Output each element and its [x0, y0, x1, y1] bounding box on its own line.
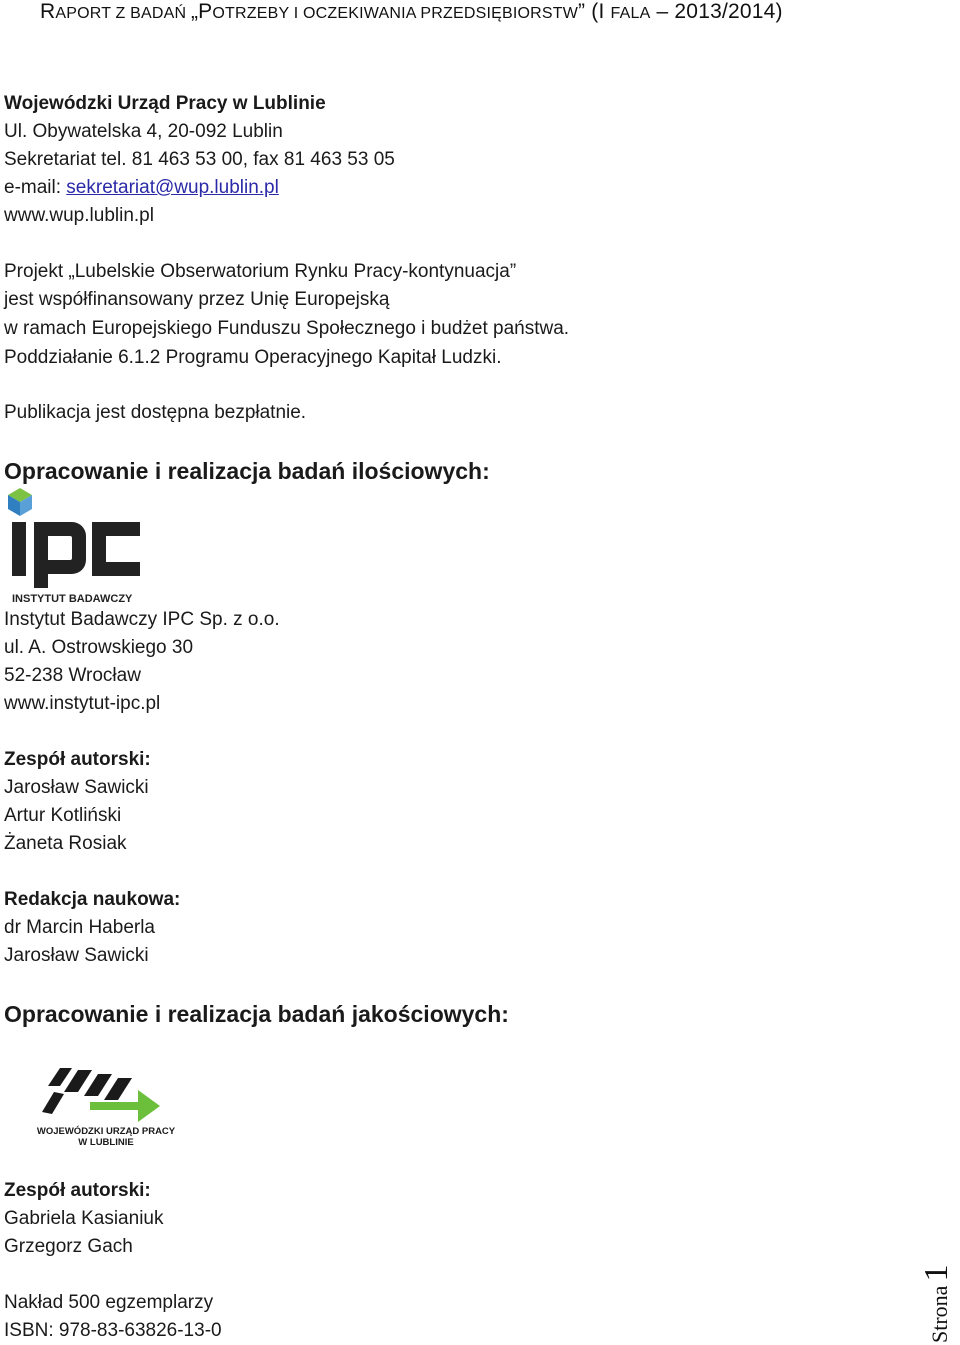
- header-text: FALA: [610, 5, 651, 22]
- wup-logo-line-2: W LUBLINIE: [78, 1137, 134, 1148]
- project-line-3: w ramach Europejskiego Funduszu Społecznego i budżet państwa.: [4, 318, 570, 339]
- editor-member: dr Marcin Haberla: [4, 917, 155, 938]
- project-line-2: jest współfinansowany przez Unię Europejską: [4, 289, 390, 310]
- quant-team-heading: Zespół autorski:: [4, 749, 151, 770]
- quant-team-member: Żaneta Rosiak: [4, 833, 127, 854]
- print-copies: Nakład 500 egzemplarzy: [4, 1292, 214, 1313]
- wup-logo-line-1: WOJEWÓDZKI URZĄD PRACY: [36, 1126, 176, 1137]
- quant-team-member: Artur Kotliński: [4, 805, 122, 826]
- publisher-email-line: [4, 174, 279, 202]
- qual-team-member: Grzegorz Gach: [4, 1236, 133, 1257]
- header-text: „: [190, 0, 199, 23]
- quant-heading: Opracowanie i realizacja badań ilościowych:: [4, 458, 490, 484]
- qual-heading: Opracowanie i realizacja badań jakościowych:: [4, 1001, 509, 1027]
- header-text: (I: [585, 0, 611, 23]
- editor-heading: Redakcja naukowa:: [4, 889, 181, 910]
- ipc-org-name: Instytut Badawczy IPC Sp. z o.o.: [4, 609, 280, 630]
- quant-team-member: Jarosław Sawicki: [4, 777, 149, 798]
- wup-logo: [34, 1062, 178, 1148]
- project-line-4: Poddziałanie 6.1.2 Programu Operacyjnego Kapitał Ludzki.: [4, 347, 502, 368]
- header-text: P: [198, 0, 213, 23]
- page-number: 1: [918, 1264, 955, 1282]
- qual-team-heading: Zespół autorski:: [4, 1180, 151, 1201]
- header-text: APORT Z BADAŃ: [55, 5, 191, 22]
- page-label: Strona: [927, 1285, 952, 1343]
- publisher-name: Wojewódzki Urząd Pracy w Lublinie: [4, 93, 326, 114]
- ipc-www: www.instytut-ipc.pl: [4, 693, 161, 714]
- publisher-address: Ul. Obywatelska 4, 20-092 Lublin: [4, 121, 283, 142]
- ipc-logo-subtitle: INSTYTUT BADAWCZY: [12, 593, 133, 604]
- free-note: Publikacja jest dostępna bezpłatnie.: [4, 402, 307, 423]
- header-text: OTRZEBY I OCZEKIWANIA PRZEDSIĘBIORSTW: [212, 5, 579, 22]
- header-text: ”: [578, 0, 586, 23]
- ipc-street: ul. A. Ostrowskiego 30: [4, 637, 194, 658]
- publisher-www: www.wup.lublin.pl: [4, 205, 154, 226]
- print-isbn: ISBN: 978-83-63826-13-0: [4, 1320, 222, 1341]
- editor-member: Jarosław Sawicki: [4, 945, 149, 966]
- header-text: – 2013/2014): [650, 0, 783, 23]
- page-number-vertical: [918, 1248, 960, 1343]
- ipc-city: 52-238 Wrocław: [4, 665, 141, 686]
- qual-team-member: Gabriela Kasianiuk: [4, 1208, 164, 1229]
- header-text: R: [40, 0, 56, 23]
- running-header: [40, 0, 783, 24]
- project-line-1: Projekt „Lubelskie Obserwatorium Rynku Pracy-kontynuacja”: [4, 261, 517, 282]
- ipc-logo: [4, 488, 144, 604]
- email-link[interactable]: sekretariat@wup.lublin.pl: [66, 177, 279, 198]
- email-label: e-mail:: [4, 177, 67, 198]
- publisher-phone: Sekretariat tel. 81 463 53 00, fax 81 463 53 05: [4, 149, 395, 170]
